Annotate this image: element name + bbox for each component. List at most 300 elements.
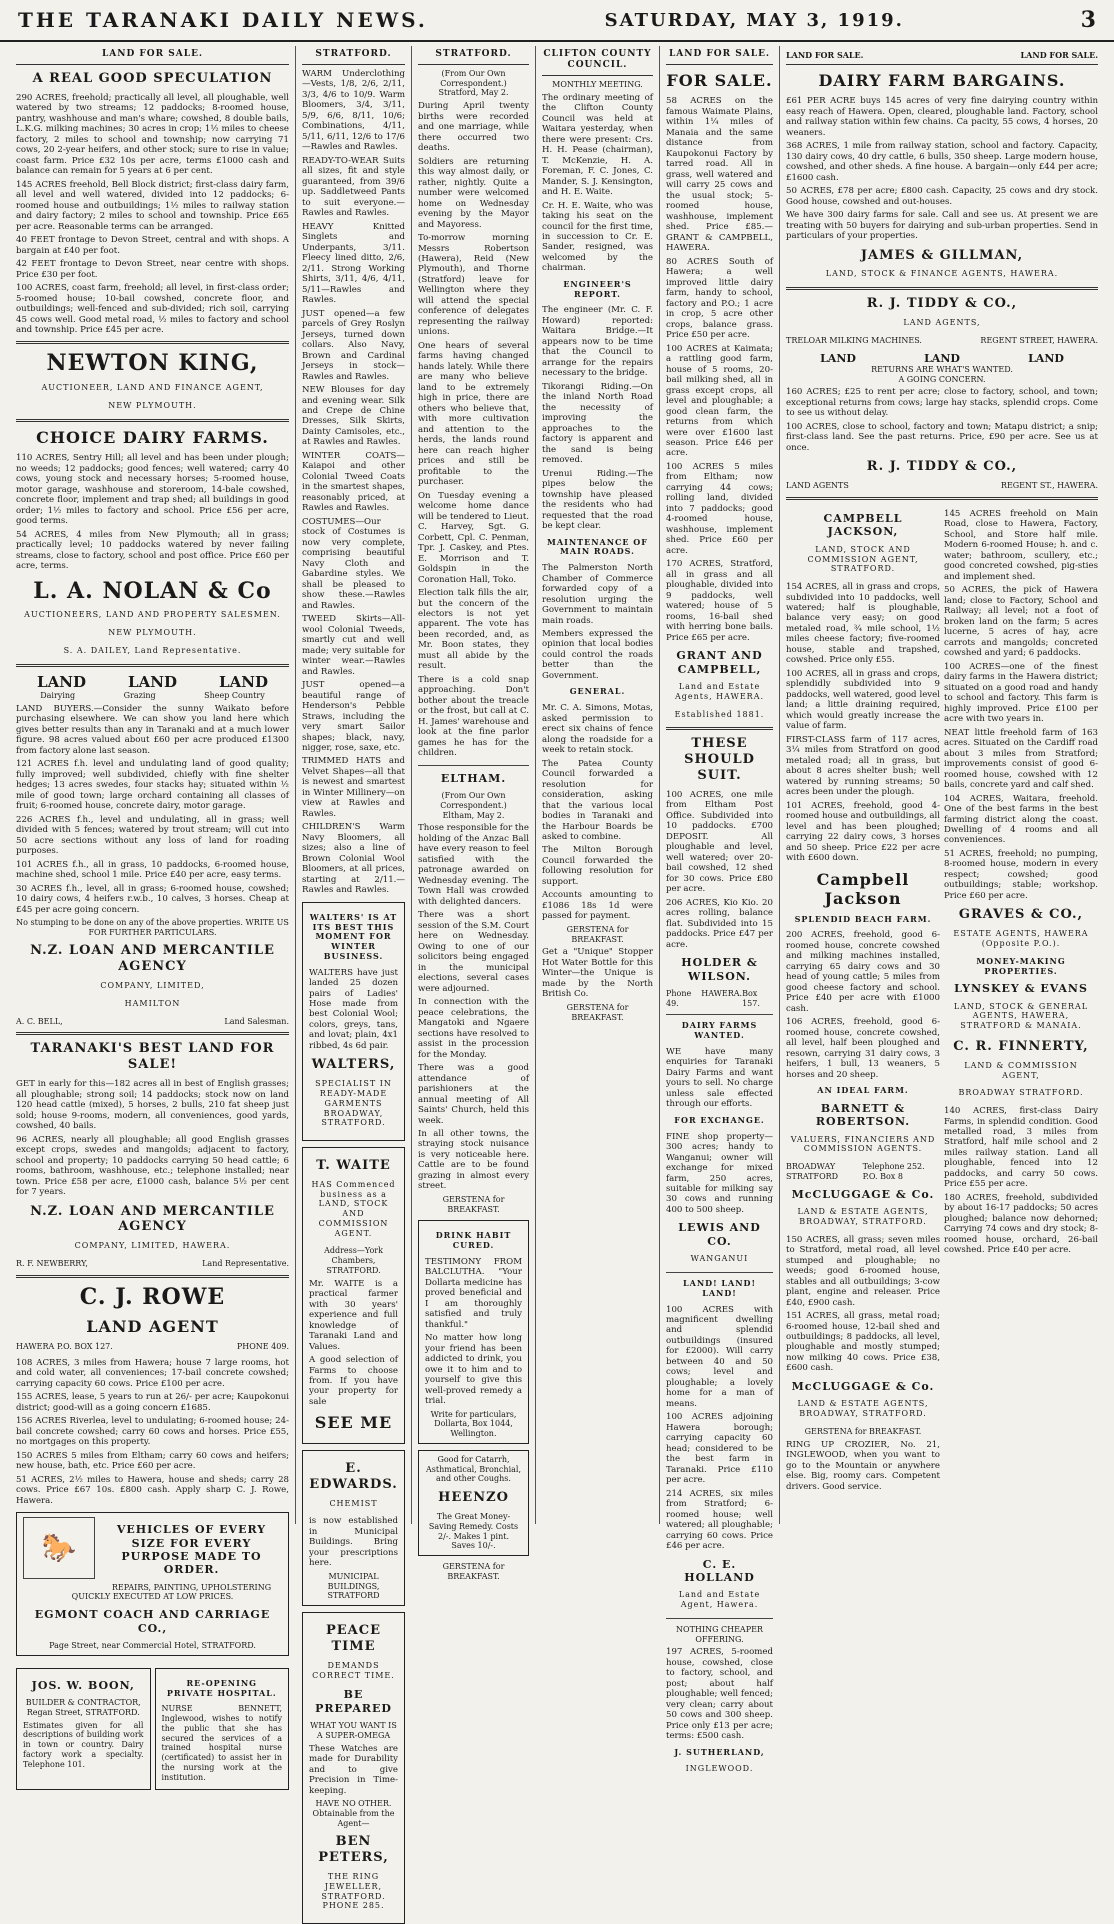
- advertiser-subtitle: COMPANY, LIMITED, HAWERA.: [74, 1241, 231, 1251]
- listing-paragraph: 58 ACRES on the famous Waimate Plains, within 1¼ miles of Manaia and the same distance from Kaupokonui Factory by tarred road. All in grass, well watered and will carry 25 cows and the usual stock; 5-roomed house, washhouse, implement shed. Price £85.—GRANT & CAMPBELL, HAWERA.: [666, 96, 773, 254]
- campbell-list: [786, 582, 940, 864]
- listing-paragraph: 100 ACRES—one of the finest dairy farms in the Hawera district; situated on a good road and handy to school and factory. This farm is highly improved. Price £100 per acre with two years in.: [944, 661, 1098, 725]
- bargains-title: DAIRY FARM BARGAINS.: [818, 70, 1066, 90]
- ad-text: Estimates given for all descriptions of building work in town or country. Dairy factory work a specialty. Telephone 101.: [23, 1720, 144, 1769]
- contact-row: [16, 1342, 289, 1352]
- listing-paragraph: 100 ACRES, one mile from Eltham Post Office. Subdivided into 10 paddocks. £700 DEPOSIT. All ploughable and level, well watered; over 20-bail cowshed, 12 shed for 30 cows. Price £80 per acre.: [666, 789, 773, 895]
- advertiser-established: Established 1881.: [674, 709, 765, 719]
- news-paragraph: Mr. C. A. Simons, Motas, asked permission to erect six chains of fence along the roadside for a week to retain stock.: [542, 703, 653, 756]
- shop-item: CHILDREN'S Warm Navy Bloomers, all sizes; also a line of Brown Colonial Wool Bloomers, at all prices, starting at 2/11.—Rawles and Rawles.: [302, 822, 405, 896]
- for-sale-list: [666, 96, 773, 643]
- advertiser-town: NEW PLYMOUTH.: [108, 401, 197, 411]
- listing-paragraph: 150 ACRES, all grass; seven miles to Stratford, metal road, all level stumped and ploughable; no weeds; good 6-roomed house, stables and all outbuildings; 3-cow plant, engine and releaser. Price £40, £900 cash.: [786, 1234, 940, 1308]
- listing-paragraph: 100 ACRES adjoining Hawera borough; carrying capacity 60 head; considered to be the best farm in Taranaki. Price £110 per acre.: [666, 1412, 773, 1486]
- signature-left: R. F. NEWBERRY,: [16, 1258, 88, 1268]
- general-news: [542, 703, 653, 922]
- advertiser-subtitle: CHEMIST: [329, 1498, 378, 1508]
- boon-ad: [16, 1668, 151, 1791]
- listing-paragraph: We have 300 dairy farms for sale. Call and see us. At present we are treating with 50 buyers for dairying and sub-urban properties. Send in particulars of your properties.: [786, 210, 1098, 242]
- advertiser-name: C. R. FINNERTY,: [953, 1038, 1089, 1054]
- signature-left: A. C. BELL,: [16, 1016, 63, 1026]
- contact-row: [666, 989, 773, 1009]
- column-heading: STRATFORD.: [418, 46, 529, 65]
- listing-paragraph: 368 ACRES, 1 mile from railway station, school and factory. Capacity, 130 dairy cows, 40 dry cattle, 6 bulls, 350 sheep. Large modern house, cowshed, and other sheds. A fine house. A bargain—only £44 per acre; £1600 cash.: [786, 141, 1098, 183]
- for-sale-title: FOR SALE.: [666, 70, 773, 90]
- divider: [418, 765, 529, 766]
- listing-paragraph: 145 ACRES freehold on Main Road, close to Hawera, Factory, School, and Store half mile. Modern 6-roomed House; h. and c. water; bathroom, scullery, etc.; good concreted cowshed, pig-sties and implement shed.: [944, 508, 1098, 582]
- listing-paragraph: 80 ACRES South of Hawera; a well improved little dairy farm, handy to school, factory and P.O.; 1 acre in crop, 5 acre other crops, balance grass. Price £50 per acre.: [666, 256, 773, 341]
- listing-paragraph: 180 ACRES, freehold, subdivided by about 16-17 paddocks; 50 acres ploughed; balance now dehorned; Carrying 74 cows and dry stock; 8-roomed house, orchard, 26-bail cowshed. Price £40 per acre.: [944, 1192, 1098, 1256]
- listing-paragraph: NEAT little freehold farm of 163 acres. Situated on the Cardiff road about 3 miles from Stratford; improvements consist of good 6-roomed house, cowshed with 12 bails, concrete yard and calf shed.: [944, 727, 1098, 791]
- advertiser-name: McCLUGGAGE & Co.: [791, 1187, 935, 1201]
- listing-paragraph: 50 ACRES, £78 per acre; £800 cash. Capacity, 25 cows and dry stock. Good house, cowshed and out-houses.: [786, 186, 1098, 207]
- advertiser-address: MUNICIPAL BUILDINGS, STRATFORD: [327, 1571, 380, 1601]
- advertiser-rep: S. A. DAILEY, Land Representative.: [63, 645, 242, 655]
- advertiser-subtitle: SPECIALIST IN READY-MADE GARMENTS BROADWAY, STRATFORD.: [315, 1079, 392, 1128]
- shop-item: HEAVY Knitted Singlets and Underpants, 3/11. Fleecy lined ditto, 2/6, 2/11. Strong Working Shirts, 3/11, 4/6, 4/11, 5/11—Rawles and Rawles.: [302, 221, 405, 306]
- carriage-illustration: 🐎: [23, 1517, 95, 1579]
- listing-paragraph: 100 ACRES, close to school, factory and town; Matapu district; a snip; first-class land. See the past returns. Price, £90 per acre. See us at once.: [786, 421, 1098, 453]
- advertiser-town: HAMILTON: [124, 998, 181, 1008]
- signature-right: Land Salesman.: [224, 1016, 289, 1026]
- newspaper-title: THE TARANAKI DAILY NEWS.: [18, 8, 428, 32]
- gerstena-ad: GERSTENA for BREAKFAST.: [566, 1002, 629, 1022]
- contact-row: [786, 336, 1098, 346]
- best-land-title: TARANAKI'S BEST LAND FOR SALE!: [30, 1041, 275, 1073]
- news-paragraph: In all other towns, the straying stock nuisance is very noticeable here. Cattle are to be found grazing in almost every street.: [418, 1128, 529, 1192]
- ad-subtitle: DEMANDS CORRECT TIME.: [312, 1660, 395, 1680]
- brand-name: HEENZO: [438, 1490, 509, 1506]
- town: HAWERA.: [701, 988, 743, 998]
- choice-title: CHOICE DAIRY FARMS.: [36, 427, 269, 447]
- column-2: [296, 46, 412, 1911]
- advertiser-subtitle: Land and Estate Agents, HAWERA.: [674, 682, 765, 701]
- advertiser-name: R. J. TIDDY & CO.,: [866, 459, 1018, 475]
- vehicles-text: REPAIRS, PAINTING, UPHOLSTERING QUICKLY EXECUTED AT LOW PRICES.: [71, 1582, 272, 1602]
- listing-paragraph: 54 ACRES, 4 miles from New Plymouth; all in grass; practically level; 10 paddocks watered by never failing streams, close to factory, school and post office. Price £60 per acre, terms.: [16, 529, 289, 572]
- signature-row: [16, 1017, 289, 1027]
- shop-item: READY-TO-WEAR Suits all sizes, fit and style guaranteed, from 39/6 up. Saddletweed Pants to suit everyone.—Rawles and Rawles.: [302, 155, 405, 219]
- advertiser-subtitle: LAND, STOCK & GENERAL AGENTS, HAWERA, STRATFORD & MANAIA.: [953, 1001, 1089, 1031]
- section-title: LAND! LAND! LAND!: [683, 1278, 756, 1298]
- column-6: [780, 46, 1104, 1524]
- advertiser-subtitle: LAND & COMMISSION AGENT,: [964, 1060, 1078, 1080]
- advertiser-name: LEWIS AND CO.: [678, 1221, 761, 1248]
- section-title: DAIRY FARMS WANTED.: [681, 1020, 758, 1041]
- byline: (From Our Own Correspondent.): [440, 791, 507, 810]
- news-paragraph: Those responsible for the holding of the Anzac Ball have every reason to feel satisfied with the patronage awarded on Wednesday evening. The Town Hall was crowded with delighted dancers.: [418, 823, 529, 907]
- hospital-ad: [155, 1668, 290, 1791]
- news-paragraph: On Tuesday evening a welcome home dance will be tendered to Lieut. C. Harvey, Sgt. G. Corbett, Cpl. C. Penman, Tpr. J. Caskey, and Ptes. E. Morrison and T. Goldspin in the Coronation Hall, Toko.: [418, 490, 529, 585]
- page-number: 3: [1080, 7, 1096, 33]
- gerstena-ad: GERSTENA for BREAKFAST.: [442, 1194, 505, 1214]
- advertiser-name: N.Z. LOAN AND MERCANTILE AGENCY: [30, 1203, 275, 1235]
- contact-left: BROADWAY STRATFORD: [786, 1162, 839, 1181]
- page-columns: [10, 46, 1104, 1911]
- gerstena-ad: GERSTENA for BREAKFAST.: [566, 924, 629, 944]
- advertiser-name: E. EDWARDS.: [309, 1460, 398, 1492]
- speculation-list: [16, 93, 289, 336]
- mcc-list: [786, 1235, 940, 1374]
- ad-title: DRINK HABIT CURED.: [435, 1230, 512, 1251]
- ad-address: Write for particulars, Dollarta, Box 1044, Wellington.: [430, 1409, 517, 1439]
- peters-ad: [302, 1612, 405, 1924]
- ad-text: FINE shop property—300 acres; handy to Wanganui; owner will exchange for mixed farm, 250 acres, suitable for milking say 30 cows and running 400 to 500 sheep.: [666, 1131, 773, 1215]
- advertiser-subtitle: LAND, STOCK AND COMMISSION AGENT, STRATFORD.: [807, 544, 919, 574]
- ad-text: No matter how long your friend has been addicted to drink, you owe it to him and to yourself to give this well-proved remedy a trial.: [425, 1333, 522, 1407]
- engineer-report: [542, 305, 653, 531]
- news-paragraph: The Palmerston North Chamber of Commerce forwarded copy of a resolution urging the Government to maintain main roads.: [542, 563, 653, 626]
- listing-paragraph: LAND BUYERS.—Consider the sunny Waikato before purchasing elsewhere. We can show you land here which gives better results than any in Taranaki and at a much lower figure. 98 acres valued about £60 per acre produced £1300 from factory alone last season.: [16, 703, 289, 756]
- advertiser-name: R. J. TIDDY & CO.,: [866, 296, 1018, 312]
- bargains-list: [786, 96, 1098, 241]
- ad-text: Good for Catarrh, Asthmatical, Bronchial, and other Coughs.: [425, 1454, 521, 1484]
- advertiser-name: GRAVES & CO.,: [958, 907, 1084, 923]
- land-category: Dairying: [40, 691, 76, 701]
- listing-paragraph: 96 ACRES, nearly all ploughable; all good English grasses except crops, swedes and mangolds; adjacent to factory, school and property; 10 paddocks carrying 50 head cattle; 6 rooms, bathroom, washhouse, etc.; telephone installed; near town. Price £58 per acre, £1000 cash, balance 5½ per cent for 7 years.: [16, 1134, 289, 1198]
- listing-paragraph: 100 ACRES, coast farm, freehold; all level, in first-class order; 5-roomed house; 10-bail cowshed, concrete floor, and outbuildings; well-fenced and sub-divided; rich soil, carrying 45 cows well. Good metal road, ½ miles to factory and school and township. Price £45 per acre.: [16, 283, 289, 335]
- gerstena-ad: GERSTENA for BREAKFAST.: [442, 1562, 505, 1581]
- contact-right: REGENT ST., HAWERA.: [1000, 481, 1098, 491]
- ad-text: NURSE BENNETT, Inglewood, wishes to notify the public that she has secured the services of a trained hospital nurse (certificated) to assist her in the nursing work at the institution.: [161, 1704, 282, 1782]
- section-title: GENERAL.: [569, 686, 626, 697]
- section-title: THESE SHOULD SUIT.: [684, 736, 755, 783]
- listing-paragraph: 226 ACRES f.h., level and undulating, all in grass; well divided with 5 fences; watered by trout stream; will cut into 50 acre sections without any loss of land for roading purposes.: [16, 814, 289, 857]
- news-paragraph: There was a short session of the S.M. Court here on Wednesday. Owing to one of our solicitors being engaged in the municipal elections, several cases were adjourned.: [418, 910, 529, 994]
- section-title: ENGINEER'S REPORT.: [563, 278, 632, 299]
- shop-item: WARM Underclothing—Vests, 1/8, 2/6, 2/11, 3/3, 4/6 to 10/9. Warm Bloomers, 3/4, 3/11, 5/9, 6/6, 8/11, 10/6; Combinations, 4/11, 5/11, 6/11, 12/6 to 17/6—Rawles and Rawles.: [302, 68, 405, 153]
- listing-paragraph: 104 ACRES, Waitara, freehold. One of the best farms in the best farming district along the coast. Dwelling of 4 rooms and all conveniences.: [944, 793, 1098, 846]
- advertiser-subtitle: VALUERS, FINANCIERS AND COMMISSION AGENTS.: [790, 1134, 936, 1154]
- divider: [16, 419, 289, 422]
- advertiser-name: McCLUGGAGE & Co.: [791, 1379, 935, 1393]
- lower-left: [786, 506, 940, 1495]
- advertiser-subtitle: LAND & ESTATE AGENTS, BROADWAY, STRATFORD.: [797, 1399, 929, 1419]
- column-heading: STRATFORD.: [302, 46, 405, 65]
- divider: [786, 497, 1098, 500]
- advertiser-subtitle: THE RING JEWELLER, STRATFORD. PHONE 285.: [321, 1872, 386, 1911]
- listing-paragraph: 51 ACRES, freehold; no pumping, 8-roomed house, modern in every respect; cowshed; good outbuildings; stable; workshop. Price £60 per acre.: [944, 848, 1098, 901]
- ad-text: WE have many enquiries for Taranaki Dairy Farms and want yours to sell. No charge unless sale effected through our efforts.: [666, 1046, 773, 1110]
- ad-title: PEACE TIME: [325, 1623, 382, 1654]
- land-category: Sheep Country: [204, 691, 265, 701]
- advertiser-name: HOLDER & WILSON.: [681, 956, 758, 983]
- listing-paragraph: 290 ACRES, freehold; practically all level, all ploughable, well watered by two streams; 12 paddocks; 8-roomed house, pantry, washhouse and man's whare; cowshed, 8 double bails, L.K.G. milking machines; 30 acres in crop; 1½ miles to cheese factory, 2 miles to school and township; now carrying 71 cows, 20 2-year heifers, and other stock; sure to rise in value; coast farm. Price £32 10s per acre, terms £1000 cash and balance can remain for 5 years at 6 per cent.: [16, 92, 289, 177]
- listing-paragraph: 101 ACRES f.h., all in grass, 10 paddocks, 6-roomed house, machine shed, school 1 mile. Price £40 per acre, easy terms.: [16, 859, 289, 881]
- ad-text: TESTIMONY FROM BALCLUTHA. "Your Dollarta medicine has proved beneficial and I am thoroughly satisfied and truly thankful.": [425, 1256, 522, 1330]
- advertiser-name: LYNSKEY & EVANS: [954, 982, 1088, 996]
- shop-item: TRIMMED HATS and Velvet Shapes—all that is newest and smartest in Winter Millinery—on view at Rawles and Rawles.: [302, 756, 405, 819]
- news-paragraph: During April twenty births were recorded and one marriage, while there occurred two deaths.: [418, 101, 529, 154]
- drink-ad: [418, 1220, 529, 1444]
- choice-list: [16, 453, 289, 571]
- advertiser-name: WALTERS,: [311, 1057, 396, 1073]
- news-paragraph: Accounts amounting to £1086 18s 1d were passed for payment.: [542, 890, 653, 922]
- shop-items: [302, 69, 405, 896]
- listing-paragraph: 140 ACRES, first-class Dairy Farms, in splendid condition. Good metalled road, 3 miles from Stratford, half mile school and 2 miles railway station. Land all ploughable, fenced into 12 paddocks, and carry 50 cows. Price £55 per acre.: [944, 1106, 1098, 1190]
- waite-ad: [302, 1147, 405, 1444]
- column-5: [660, 46, 780, 1773]
- listing-paragraph: 50 ACRES, the pick of Hawera land; close to Factory, School and Railway; all level; not a foot of broken land on the farm; 5 acres lucerne, 5 acres of hay, acre carrots and mangolds; concreted cowshed and yard; 6 paddocks.: [944, 585, 1098, 659]
- news-paragraph: The Milton Borough Council forwarded the following resolution for support.: [542, 845, 653, 887]
- listing-paragraph: 100 ACRES, all in grass and crops, splendidly subdivided into 9 paddocks, well watered, good level land; a little draining required, which would greatly increase the value of farm.: [786, 668, 940, 732]
- walters-box: [302, 902, 405, 1141]
- signature-right: Land Representative.: [202, 1258, 289, 1268]
- listing-paragraph: 110 ACRES, Sentry Hill; all level and has been under plough; no weeds; 12 paddocks; good fences; well watered; carry 40 cows, young stock and necessary horses; 5-roomed house, motor garage, washhouse and storeroom, 14-bale cowshed, concrete floor, implement and trap shed; all buildings in good order; 1½ miles to factory and school. Price £56 per acre, good terms.: [16, 453, 289, 527]
- listing-paragraph: 121 ACRES f.h. level and undulating land of good quality; fully improved; well subdivided, chiefly with fine shelter hedges; 13 acres swedes, four stacks hay; situated within ½ mile of good town; large orchard containing all classes of fruit; 6-roomed house, concrete dairy, motor garage.: [16, 759, 289, 812]
- listing-paragraph: 214 ACRES, six miles from Stratford; 6-roomed house; well watered; all ploughable; carrying 60 cows. Price £46 per acre.: [666, 1488, 773, 1552]
- contact-left: LAND AGENTS: [786, 481, 849, 491]
- shop-item: JUST opened—a few parcels of Grey Roslyn Jerseys, turned down collars. Also Navy, Brown and Cardinal Jerseys in stock—Rawles and Rawles.: [302, 308, 405, 382]
- contact-right: REGENT STREET, HAWERA.: [980, 335, 1098, 345]
- listing-paragraph: 155 ACRES, lease, 5 years to run at 26/- per acre; Kaupokonui district; good-will as a going concern £1685.: [16, 1392, 289, 1413]
- lower-right: [944, 506, 1098, 1495]
- tagline: RETURNS ARE WHAT'S WANTED.: [871, 364, 1013, 374]
- advertiser-name: JOS. W. BOON,: [31, 1678, 135, 1692]
- news-paragraph: Tikorangi Riding.—On the inland North Road the necessity of improving the approaches to the factory is apparent and the sand is being removed.: [542, 381, 653, 466]
- ad-title: WALTERS' IS AT ITS BEST THIS MOMENT FOR WINTER BUSINESS.: [309, 911, 398, 961]
- heenzo-ad: [418, 1450, 529, 1556]
- news-paragraph: Cr. H. E. Waite, who was taking his seat on the council for the first time, in succession to Cr. E. Sander, resigned, was welcomed by the chairman.: [542, 200, 653, 274]
- phone: PHONE 409.: [236, 1342, 289, 1352]
- section-title: FOR EXCHANGE.: [674, 1114, 765, 1125]
- ad-text: The Great Money-Saving Remedy. Costs 2/-. Makes 1 pint. Saves 10/-.: [428, 1512, 519, 1551]
- listing-paragraph: FIRST-CLASS farm of 117 acres, 3¼ miles from Stratford on good metaled road; all in grass, but about 8 acres shelter bush; well watered by running streams; 50 acres been under the plough.: [786, 734, 940, 798]
- land-banner: [16, 673, 289, 691]
- tiddy-list: [786, 387, 1098, 453]
- advertiser-name: T. WAITE: [316, 1158, 391, 1174]
- see-me: SEE ME: [314, 1413, 393, 1433]
- listing-paragraph: 100 ACRES with magnificent dwelling and splendid outbuildings (insured for £2000). Will carry between 40 and 50 cows; level and ploughable; a lovely home for a man of means.: [666, 1304, 773, 1409]
- eltham-news: [418, 823, 529, 1191]
- news-paragraph: To-morrow morning Messrs Robertson (Hawera), Reid (New Plymouth), and Thorne (Stratford) leave for Wellington where they will attend the special conference of delegates representing the railway unions.: [418, 233, 529, 338]
- land-note: No stumping to be done on any of the above properties. WRITE US FOR FURTHER PARTICULARS.: [16, 917, 289, 937]
- news-paragraph: The engineer (Mr. C. F. Howard) reported: Waitara Bridge.—It appears now to be time that the Council to arrange for the repairs necessary to the bridge.: [542, 305, 653, 379]
- byline: (From Our Own Correspondent.): [440, 68, 507, 88]
- ad-text: Obtainable from the Agent—: [312, 1808, 395, 1828]
- divider: [16, 664, 289, 667]
- column-3: [412, 46, 536, 1581]
- ad-text: WALTERS have just landed 25 dozen pairs of Ladies' Hose made from best Colonial Wool; colors, greys, tans, and lovat; plain, 4x1 ribbed, 4s 6d pair.: [309, 967, 398, 1051]
- advertiser-town: NEW PLYMOUTH.: [108, 628, 197, 638]
- advertiser-subtitle: LAND AGENT: [86, 1316, 219, 1336]
- shop-item: WINTER COATS—Kaiapoi and other Colonial Tweed Coats in the smartest shapes, reasonably priced, at Rawles and Rawles.: [302, 450, 405, 514]
- listing-paragraph: GET in early for this—182 acres all in best of English grasses; all ploughable; strong soil; 14 paddocks; stock now on land 120 head cattle (mixed), 5 horses, 2 bulls, 210 fat sheep just sold; house 9-rooms, modern, all conveniences, good yards, cowshed, 40 bails.: [16, 1079, 289, 1132]
- advertiser-subtitle: LAND, STOCK & FINANCE AGENTS, HAWERA.: [825, 269, 1059, 279]
- subheading: MONTHLY MEETING.: [552, 79, 643, 89]
- dateline: Stratford, May 2.: [438, 88, 509, 98]
- listing-paragraph: 51 ACRES, 2½ miles to Hawera, house and sheds; carry 28 cows. Price £67 10s. £800 cash. Apply sharp C. J. Rowe, Hawera.: [16, 1474, 289, 1506]
- maintenance-news: [542, 563, 653, 681]
- column-heading: CLIFTON COUNTY COUNCIL.: [542, 46, 653, 76]
- column-heading: LAND FOR SALE.: [16, 46, 289, 65]
- vehicles-title: VEHICLES OF EVERY SIZE FOR EVERY PURPOSE MADE TO ORDER.: [116, 1523, 267, 1577]
- advertiser-name: J. SUTHERLAND,: [674, 1746, 765, 1757]
- news-paragraph: The ordinary meeting of the Clifton County Council was held at Waitara yesterday, when there were present: Crs. H. H. Pease (chairman), T. McKenzie, H. A. Foreman, F. C. Jones, C. Mander, S. J. Kensington, and H. E. Waite.: [542, 92, 653, 198]
- advertiser-name: EGMONT COACH AND CARRIAGE CO.,: [34, 1608, 271, 1635]
- divider: [666, 1618, 773, 1619]
- listing-paragraph: 40 FEET frontage to Devon Street, central and with shops. A bargain at £40 per foot.: [16, 235, 289, 256]
- advertiser-name: NEWTON KING,: [46, 350, 259, 377]
- divider: [16, 1032, 289, 1035]
- divider: [666, 727, 773, 730]
- contact-row: [786, 1162, 940, 1182]
- land-word: LAND: [37, 672, 86, 691]
- advertiser-subtitle: LAND & ESTATE AGENTS, BROADWAY, STRATFORD.: [797, 1207, 929, 1226]
- divider: [666, 1014, 773, 1015]
- ad-slogan: WHAT YOU WANT IS A SUPER-OMEGA: [310, 1721, 397, 1740]
- land-word: LAND: [924, 351, 960, 365]
- section-title: MONEY-MAKING PROPERTIES.: [976, 955, 1066, 976]
- listing-paragraph: 150 ACRES 5 miles from Eltham; carry 60 cows and heifers; new house, bath, etc. Price £60 per acre.: [16, 1450, 289, 1472]
- divider: [786, 287, 1098, 290]
- listing-paragraph: 101 ACRES, freehold, good 4-roomed house and outbuildings, all level and has been ploughed; carrying 22 dairy cows, 3 horses and 50 sheep. Price £22 per acre with £600 down.: [786, 800, 940, 864]
- stratford-news: [418, 101, 529, 759]
- right-list: [944, 509, 1098, 901]
- land-word: LAND: [128, 672, 177, 691]
- masthead: [0, 0, 1114, 42]
- section-title: SPLENDID BEACH FARM.: [794, 913, 932, 924]
- column-heading-left: LAND FOR SALE.: [786, 50, 864, 60]
- edwards-ad: [302, 1450, 405, 1606]
- listing-paragraph: 151 ACRES, all grass, metal road; 6-roomed house, 12-bail shed and outbuildings; 8 paddocks, all level, ploughable and mostly stumped; now milking 40 cows. Price £38, £600 cash.: [786, 1311, 940, 1374]
- splendid-list: [786, 930, 940, 1080]
- po-box: Box 157.: [742, 988, 760, 1008]
- advertiser-name: C. E. HOLLAND: [684, 1557, 755, 1585]
- dateline: Eltham, May 2.: [442, 810, 505, 820]
- rowe-list: [16, 1358, 289, 1506]
- news-paragraph: In connection with the peace celebrations, the Mangatoki and Ngaere sections have resolved to assist in the procession for the Monday.: [418, 997, 529, 1060]
- vehicles-ad: [16, 1512, 289, 1656]
- finnerty-list: [944, 1106, 1098, 1256]
- advertiser-name: N.Z. LOAN AND MERCANTILE AGENCY: [30, 943, 275, 975]
- lower-split: [786, 506, 1098, 1495]
- listing-paragraph: 145 ACRES freehold, Bell Block district; first-class dairy farm, all level and well watered, divided into 12 paddocks; 6-roomed house and outbuildings; 1½ miles to railway station and dairy factory; 2 miles to school and township. Price £65 per acre. Reasonable terms can be arranged.: [16, 179, 289, 232]
- advertiser-subtitle: BUILDER & CONTRACTOR, Regan Street, STRATFORD.: [25, 1698, 141, 1717]
- column-heading: [786, 48, 1098, 65]
- listing-paragraph: 206 ACRES, Kio Kio. 20 acres rolling, balance flat. Subdivided into 15 paddocks. Price £47 per acre.: [666, 897, 773, 950]
- section-title: AN IDEAL FARM.: [817, 1085, 909, 1096]
- advertiser-subtitle: AUCTIONEERS, LAND AND PROPERTY SALESMEN.: [24, 610, 281, 620]
- advertiser-name: C. J. ROWE: [79, 1283, 226, 1310]
- news-paragraph: The Patea County Council forwarded a resolution for consideration, asking that the various local bodies in Taranaki and the Harbour Boards be asked to combine.: [542, 758, 653, 842]
- news-paragraph: Members expressed the opinion that local bodies could control the roads better than the Government.: [542, 629, 653, 681]
- news-paragraph: One hears of several farms having changed hands lately. While there are many who believe land to be extremely high in price, there are others who believe that, with more cultivation and attention to the herds, the lands round here can reach higher prices and still be profitable to the purchaser.: [418, 340, 529, 488]
- contact-row: [786, 481, 1098, 491]
- gerstena-ad: GERSTENA for BREAKFAST.: [804, 1426, 922, 1436]
- land-word: LAND: [219, 672, 268, 691]
- section-title: MAINTENANCE OF MAIN ROADS.: [547, 536, 648, 557]
- advertiser-town: INGLEWOOD.: [685, 1763, 754, 1773]
- news-paragraph: Election talk fills the air, but the concern of the electors is not yet apparent. The vote has been recorded, and, as Mr. Boon states, they must all abide by the result.: [418, 588, 529, 672]
- advertiser-subtitle: AUCTIONEER, LAND AND FINANCE AGENT,: [41, 383, 264, 393]
- advertiser-address: Page Street, near Commercial Hotel, STRATFORD.: [49, 1641, 256, 1651]
- contact-left: TRELOAR MILKING MACHINES.: [786, 335, 922, 345]
- land-categories: [16, 691, 289, 701]
- contact-right: Telephone 252. P.O. Box 8: [862, 1162, 925, 1181]
- advertiser-subtitle: COMPANY, LIMITED,: [100, 981, 205, 991]
- section-title: NOTHING CHEAPER OFFERING.: [676, 1624, 763, 1644]
- column-1: [10, 46, 296, 1782]
- listing-paragraph: 170 ACRES, Stratford, all in grass and all ploughable, divided into 9 paddocks, well watered; house of 5 rooms, 16-bail shed with herring bone bails. Price £65 per acre.: [666, 559, 773, 643]
- ad-title: RE-OPENING PRIVATE HOSPITAL.: [166, 1677, 277, 1698]
- land-category: Grazing: [123, 691, 156, 701]
- advertiser-address: BROADWAY STRATFORD.: [958, 1088, 1084, 1098]
- signature-row: [16, 1259, 289, 1269]
- shop-item: JUST opened—a beautiful range of Henderson's Pebble Straws, including the very smart Sailor shapes; black, navy, nigger, rose, saxe, etc.: [302, 680, 405, 753]
- divider: [16, 1275, 289, 1278]
- advertiser-name: BARNETT & ROBERTSON.: [815, 1101, 911, 1129]
- divider: [666, 1272, 773, 1273]
- listing-paragraph: 30 ACRES f.h., level, all in grass; 6-roomed house, cowshed; 10 dairy cows, 4 heifers r.w.b., 10 calves, 3 horses. Cheap at £45 per acre going concern.: [16, 883, 289, 915]
- divider: [16, 341, 289, 344]
- council-news: [542, 93, 653, 274]
- advertiser-subtitle: LAND AGENTS,: [903, 318, 981, 328]
- listing-paragraph: £61 PER ACRE buys 145 acres of very fine dairying country within easy reach of Hawera. Open, cleared, ploughable land. Factory, school and railway station within few chains. Ca pacity, 55 cows, 4 horses, 20 weaners.: [786, 96, 1098, 138]
- advertiser-name: GRANT AND CAMPBELL,: [676, 649, 763, 676]
- tagline: A GOING CONCERN.: [898, 374, 986, 384]
- advertiser-name: JAMES & GILLMAN,: [860, 247, 1024, 263]
- listing-paragraph: 154 ACRES, all in grass and crops, subdivided into 10 paddocks, well watered; half is ploughable, balance very easy; on good metaled road, ¾ mile school, 1½ miles cheese factory; five-roomed house, stable and trapshed, cowshed. Price only £55.: [786, 582, 940, 666]
- ad-slogan: BE PREPARED: [315, 1688, 392, 1715]
- column-heading: LAND FOR SALE.: [666, 46, 773, 65]
- advertiser-subtitle: HAS Commenced business as a LAND, STOCK AND COMMISSION AGENT.: [311, 1179, 396, 1238]
- advertiser-name: L. A. NOLAN & Co: [33, 577, 272, 604]
- news-paragraph: There is a cold snap approaching. Don't bother about the treacle or the frost, but call at C. H. James' warehouse and look at the fine parlor games he has for the children.: [418, 674, 529, 759]
- listing-paragraph: 100 ACRES at Kaimata; a rattling good farm, house of 5 rooms, 20-bail milking shed, all in grass except crops, all level and ploughable; a good clean farm, the returns from which were over £1600 last season. Price £46 per acre.: [666, 343, 773, 459]
- phone: Phone 49.: [666, 988, 692, 1008]
- land-banner: [786, 352, 1098, 365]
- speculation-title: A REAL GOOD SPECULATION: [32, 70, 273, 86]
- listing-paragraph: 160 ACRES; £25 to rent per acre; close to factory, school, and town; exceptional returns from cows; large hay stacks, splendid crops. Come to see us without delay.: [786, 387, 1098, 419]
- best-list: [16, 1079, 289, 1197]
- shop-item: NEW Blouses for day and evening wear. Silk and Crepe de Chine Dresses, Silk Skirts, Dainty Camisoles, etc., at Rawles and Rawles.: [302, 385, 405, 448]
- shop-item: TWEED Skirts—All-wool Colonial Tweeds, smartly cut and well made; very suitable for winter wear.—Rawles and Rawles.: [302, 614, 405, 677]
- listing-paragraph: 200 ACRES, freehold, good 6-roomed house, concrete cowshed and milking machines installed, carrying 65 dairy cows and 30 head of young cattle; 5 miles from good cheese factory and school. Price £40 per acre with £1000 cash.: [786, 930, 940, 1014]
- advertiser-address: Address—York Chambers, STRATFORD.: [324, 1246, 383, 1275]
- column-4: [536, 46, 660, 1524]
- ad-text: A good selection of Farms to choose from. If you have your property for sale: [309, 1355, 398, 1407]
- section-title: ELTHAM.: [440, 771, 507, 785]
- advertiser-name: Campbell Jackson: [816, 869, 910, 909]
- listing-paragraph: 100 ACRES 5 miles from Eltham; now carrying 44 cows; rolling land, divided into 7 paddocks; good 4-roomed house, washhouse, implement shed. Price £60 per acre.: [666, 461, 773, 556]
- listing-paragraph: 156 ACRES Riverlea, level to undulating; 6-roomed house; 24-bail concrete cowshed; carry 60 cows and horses. Price £55, no mortgages on this property.: [16, 1416, 289, 1448]
- ad-slogan: HAVE NO OTHER.: [315, 1799, 392, 1809]
- land3-list: [666, 1305, 773, 1552]
- news-paragraph: There was a good attendance of parishioners at the annual meeting of All Saints' Church, held this week.: [418, 1063, 529, 1126]
- ad-text: is now established in Municipal Buildings. Bring your prescriptions here.: [309, 1516, 398, 1569]
- advertiser-subtitle: ESTATE AGENTS, HAWERA (Opposite P.O.).: [953, 929, 1089, 948]
- advertiser-town: WANGANUI: [690, 1254, 749, 1264]
- these-list: [666, 790, 773, 950]
- land-word: LAND: [1028, 351, 1064, 365]
- crozier-ad: RING UP CROZIER, No. 21, INGLEWOOD, when you want to go to the Mountain or anywhere else. Big, roomy cars. Competent drivers. Good service.: [786, 1439, 940, 1492]
- unique-ad: Get a "Unique" Stopper Hot Water Bottle for this Winter—the Unique is made by the North British Co.: [542, 947, 653, 1000]
- po-box: HAWERA P.O. BOX 127.: [16, 1342, 113, 1352]
- bottom-ads: [16, 1662, 289, 1797]
- shop-item: COSTUMES—Our stock of Costumes is now very complete, comprising beautiful Navy Cloth and Gabardine styles. We shall be pleased to show these.—Rawles and Rawles.: [302, 516, 405, 611]
- listing-paragraph: 106 ACRES, freehold, good 6-roomed house, concrete cowshed, all level, half been ploughed and resown, carrying 31 dairy cows, 3 heifers, 1 bull, 13 weaners, 5 horses and 20 sheep.: [786, 1017, 940, 1080]
- listing-paragraph: 42 FEET frontage to Devon Street, near centre with shops. Price £30 per foot.: [16, 259, 289, 280]
- advertiser-subtitle: Land and Estate Agent, Hawera.: [678, 1590, 761, 1610]
- listing-paragraph: 108 ACRES, 3 miles from Hawera; house 7 large rooms, hot and cold water, all conveniences; 17-bail concrete cowshed; carrying capacity 60 cows. Price £100 per acre.: [16, 1357, 289, 1389]
- news-paragraph: Urenui Riding.—The pipes below the township have pleased the residents who had requested that the road be kept clear.: [542, 468, 653, 532]
- ad-text: Mr. WAITE is a practical farmer with 30 years' experience and full knowledge of Taranaki Land and Values.: [309, 1278, 398, 1352]
- column-heading-right: LAND FOR SALE.: [1020, 50, 1098, 60]
- advertiser-name: CAMPBELL JACKSON,: [823, 511, 903, 539]
- issue-date: SATURDAY, MAY 3, 1919.: [604, 9, 904, 31]
- advertiser-name: BEN PETERS,: [318, 1834, 389, 1866]
